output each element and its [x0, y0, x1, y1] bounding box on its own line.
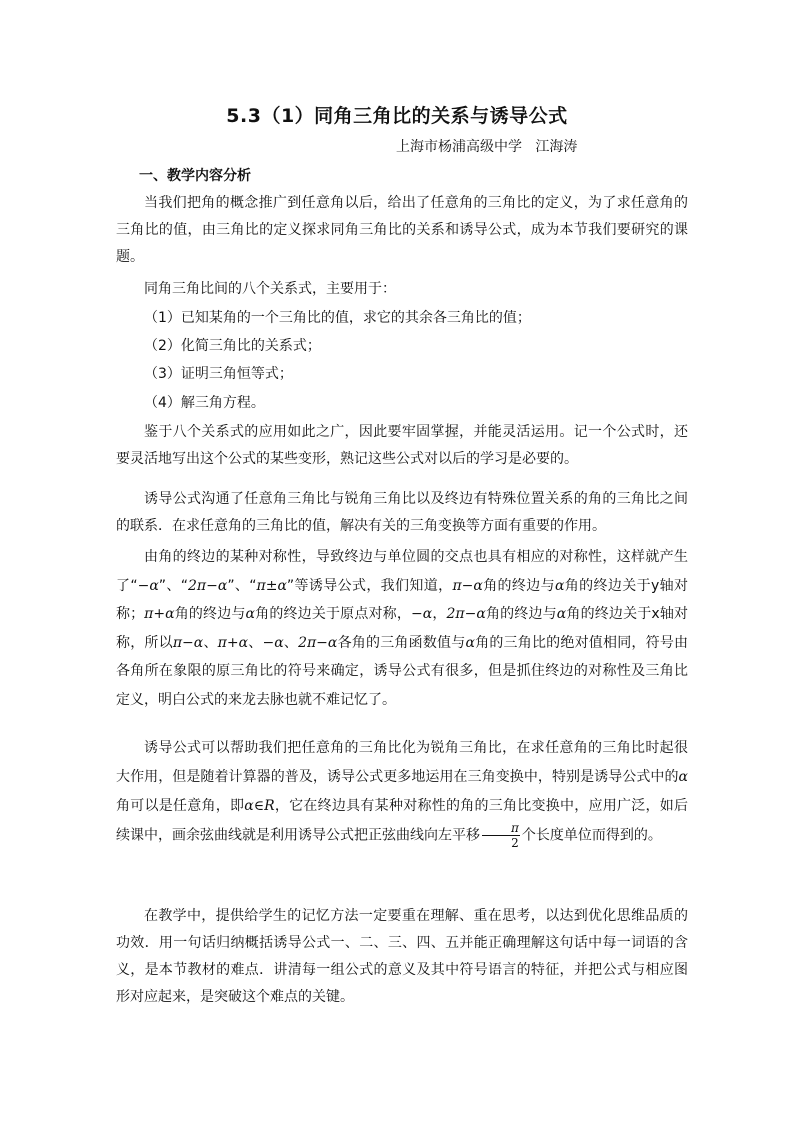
paragraph-3: 鉴于八个关系式的应用如此之广，因此要牢固掌握，并能灵活运用。记一个公式时，还要灵活地写出这个公式的某些变形，熟记这些公式对以后的学习是必要的。 — [116, 424, 688, 467]
paragraph-5: 由角的终边的某种对称性，导致终边与单位圆的交点也具有相应的对称性，这样就产生了“−α”、“2π−α”、“π±α”等诱导公式，我们知道，π−α角的终边与α角的终边关于y轴对称；π+α角的终边与α角的终边关于原点对称，−α，2π−α角的终边与α角的终边关于x轴对称，所以π−α、π+α、−α、2π−α各角的三角函数值与α角的三角比的绝对值相同，符号由各角所在象限的原三角比的符号来确定，诱导公式有很多，但是抓住终边的对称性及三角比定义，明白公式的来龙去脉也就不难记忆了。 — [116, 549, 689, 708]
list-item: （1）已知某角的一个三角比的值，求它的其余各三角比的值； — [144, 310, 531, 326]
page-title: 5.3（1）同角三角比的关系与诱导公式 — [226, 105, 568, 127]
paragraph-6: 诱导公式可以帮助我们把任意角的三角比化为锐角三角比，在求任意角的三角比时起很大作用，但是随着计算器的普及，诱导公式更多地运用在三角变换中，特别是诱导公式中的α角可以是任意角，即α∈R，它在终边具有某种对称性的角的三角比变换中，应用广泛，如后续课中，画余弦曲线就是利用诱导公式把正弦曲线向左平移 $\frac{\pi}{2}$ 个长度单位而得到的。 — [116, 740, 689, 850]
paragraph-2-intro: 同角三角比间的八个关系式，主要用于： — [144, 281, 396, 297]
list-item: （2）化简三角比的关系式； — [144, 338, 321, 354]
section-heading: 一、教学内容分析 — [139, 168, 251, 184]
list-item: （3）证明三角恒等式； — [144, 366, 293, 382]
paragraph-4: 诱导公式沟通了任意角三角比与锐角三角比以及终边有特殊位置关系的角的三角比之间的联系．在求任意角的三角比的值，解决有关的三角变换等方面有重要的作用。 — [116, 491, 688, 534]
pi-over-2-fraction: $\frac{\pi}{2}$ — [482, 821, 520, 850]
paragraph-1: 当我们把角的概念推广到任意角以后，给出了任意角的三角比的定义，为了求任意角的三角比的值，由三角比的定义探求同角三角比的关系和诱导公式，成为本节我们要研究的课题。 — [116, 195, 688, 265]
paragraph-7: 在教学中，提供给学生的记忆方法一定要重在理解、重在思考，以达到优化思维品质的功效．用一句话归纳概括诱导公式一、二、三、四、五并能正确理解这句话中每一词语的含义，是本节教材的难点．讲清每一组公式的意义及其中符号语言的特征，并把公式与相应图形对应起来，是突破这个难点的关键。 — [116, 908, 688, 1005]
list-item: （4）解三角方程。 — [144, 395, 265, 411]
author-line: 上海市杨浦高级中学 江海涛 — [396, 139, 578, 155]
